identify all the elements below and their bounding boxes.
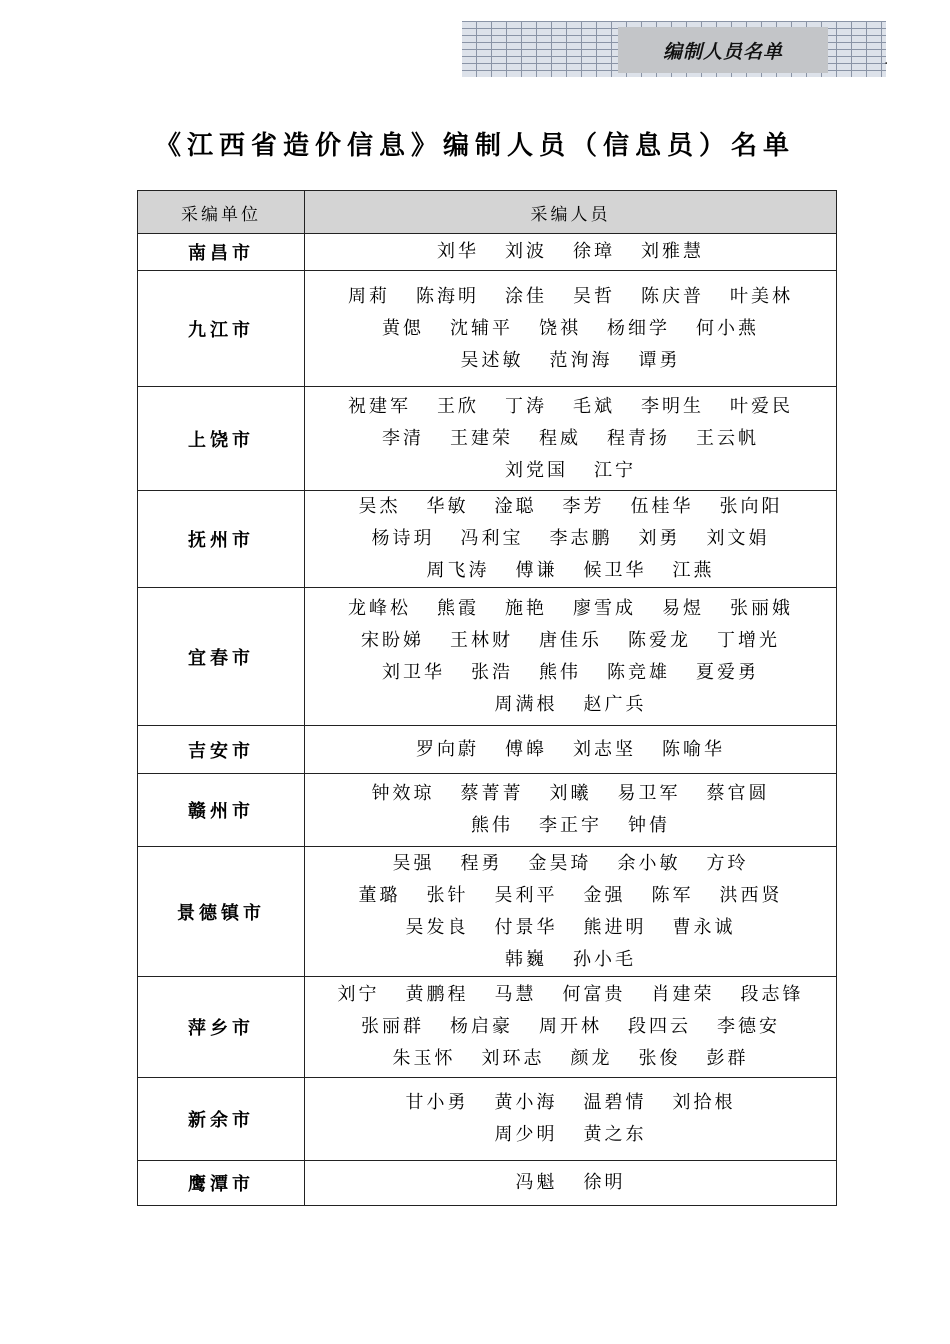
staff-name: 黄鹏程 [405, 984, 469, 1005]
staff-name: 周少明 [494, 1124, 558, 1145]
staff-line [305, 455, 836, 487]
staff-name: 彭群 [706, 1048, 749, 1069]
staff-name: 廖雪成 [573, 597, 636, 619]
staff-line [305, 391, 836, 423]
staff-line [305, 1087, 836, 1119]
staff-name: 周满根 [494, 693, 558, 715]
table-row [138, 234, 837, 271]
staff-line [305, 1167, 836, 1199]
staff-name: 金昊琦 [528, 852, 592, 874]
staff-name: 钟效琼 [371, 783, 435, 804]
staff-name: 熊霞 [437, 597, 479, 619]
unit-cell: 抚州市 [138, 491, 305, 588]
staff-line [305, 625, 836, 657]
staff-name: 叶爱民 [730, 395, 793, 417]
staff-name: 王云帆 [696, 427, 759, 449]
staff-name: 刘波 [505, 241, 547, 262]
staff-name: 杨细学 [607, 317, 670, 339]
staff-name: 方玲 [706, 852, 749, 874]
staff-name: 叶美林 [730, 285, 793, 307]
staff-name: 江宁 [594, 459, 636, 481]
staff-line [305, 979, 836, 1011]
staff-name: 孙小毛 [573, 948, 636, 970]
staff-cell [305, 1161, 837, 1206]
staff-name: 傅谦 [515, 560, 558, 581]
unit-cell: 鹰潭市 [138, 1161, 305, 1206]
unit-cell: 南昌市 [138, 234, 305, 271]
staff-name: 饶祺 [539, 317, 581, 339]
staff-name: 马慧 [494, 984, 537, 1005]
table-row [138, 977, 837, 1078]
staff-line [305, 778, 836, 810]
staff-name: 吴利平 [494, 884, 558, 906]
staff-name: 徐明 [583, 1172, 626, 1193]
staff-cell [305, 1078, 837, 1161]
unit-cell: 新余市 [138, 1078, 305, 1161]
column-header-unit: 采编单位 [138, 191, 305, 234]
staff-name: 温碧情 [583, 1092, 647, 1113]
staff-line [305, 944, 836, 976]
staff-name: 周莉 [348, 285, 390, 307]
staff-line [305, 236, 836, 268]
staff-cell [305, 977, 837, 1078]
staff-name: 周开林 [539, 1016, 602, 1037]
staff-cell [305, 387, 837, 491]
staff-name: 董璐 [358, 884, 401, 906]
staff-name: 陈海明 [416, 285, 479, 307]
staff-name: 王欣 [437, 395, 479, 417]
staff-cell [305, 774, 837, 847]
staff-name: 杨启豪 [450, 1016, 513, 1037]
staff-line [305, 555, 836, 587]
staff-name: 刘文娟 [706, 528, 770, 549]
staff-name: 张丽群 [361, 1016, 424, 1037]
staff-line [305, 423, 836, 455]
staff-name: 祝建军 [348, 395, 411, 417]
staff-name: 颜龙 [570, 1048, 613, 1069]
staff-name: 刘党国 [505, 459, 568, 481]
staff-name: 冯魁 [515, 1172, 558, 1193]
staff-name: 刘雅慧 [641, 241, 704, 262]
staff-line [305, 345, 836, 377]
staff-name: 李德安 [717, 1016, 780, 1037]
staff-line [305, 810, 836, 842]
staff-cell [305, 271, 837, 387]
document-title: 《江西省造价信息》编制人员（信息员）名单 [154, 131, 795, 161]
staff-name: 余小敏 [617, 852, 681, 874]
staff-name: 施艳 [505, 597, 547, 619]
staff-name: 吴强 [392, 852, 435, 874]
staff-name: 涂佳 [505, 285, 547, 307]
unit-cell: 吉安市 [138, 726, 305, 774]
table-row [138, 726, 837, 774]
table-body [138, 234, 837, 1206]
staff-name: 陈竞雄 [607, 661, 670, 683]
staff-name: 陈喻华 [662, 738, 725, 760]
staff-cell [305, 847, 837, 977]
staff-name: 韩巍 [505, 948, 547, 970]
staff-name: 刘志坚 [573, 738, 636, 760]
staff-name: 吴哲 [573, 285, 615, 307]
staff-name: 江燕 [672, 560, 715, 581]
staff-name: 宋盼娣 [361, 629, 424, 651]
staff-name: 毛斌 [573, 395, 615, 417]
staff-name: 程青扬 [607, 427, 670, 449]
staff-name: 付景华 [494, 916, 558, 938]
staff-line [305, 1011, 836, 1043]
table-row [138, 774, 837, 847]
staff-name: 李清 [382, 427, 424, 449]
staff-name: 蔡菁菁 [460, 783, 524, 804]
staff-line [305, 848, 836, 880]
unit-cell: 九江市 [138, 271, 305, 387]
staff-name: 李正宇 [539, 815, 602, 836]
staff-name: 沈辅平 [450, 317, 513, 339]
staff-name: 刘宁 [337, 984, 380, 1005]
staff-name: 傅皞 [505, 738, 547, 760]
staff-name: 周飞涛 [426, 560, 490, 581]
staff-name: 何富贵 [562, 984, 626, 1005]
staff-name: 李芳 [562, 496, 605, 517]
staff-name: 熊进明 [583, 916, 647, 938]
staff-line [305, 880, 836, 912]
staff-name: 丁涛 [505, 395, 547, 417]
staff-name: 李志鹏 [549, 528, 613, 549]
staff-cell [305, 234, 837, 271]
staff-name: 徐璋 [573, 241, 615, 262]
staff-name: 刘华 [437, 241, 479, 262]
table-row [138, 271, 837, 387]
staff-cell [305, 726, 837, 774]
staff-line [305, 1043, 836, 1075]
staff-name: 熊伟 [539, 661, 581, 683]
staff-cell [305, 491, 837, 588]
staff-line [305, 593, 836, 625]
staff-name: 蔡官圆 [706, 783, 770, 804]
table-header-row [138, 191, 837, 234]
staff-name: 黄小海 [494, 1092, 558, 1113]
staff-name: 夏爱勇 [696, 661, 759, 683]
staff-name: 冯利宝 [460, 528, 524, 549]
table-row [138, 847, 837, 977]
section-label: 编制人员名单 [618, 27, 828, 73]
staff-name: 易卫军 [617, 783, 681, 804]
staff-name: 张丽娥 [730, 597, 793, 619]
table-row [138, 588, 837, 726]
staff-name: 刘拾根 [672, 1092, 736, 1113]
staff-name: 金强 [583, 884, 626, 906]
table-row [138, 1078, 837, 1161]
staff-name: 伍桂华 [630, 496, 694, 517]
staff-name: 甘小勇 [405, 1092, 469, 1113]
staff-name: 刘环志 [481, 1048, 545, 1069]
staff-name: 黄之东 [583, 1124, 647, 1145]
staff-line [305, 912, 836, 944]
unit-cell: 宜春市 [138, 588, 305, 726]
staff-name: 段四云 [628, 1016, 691, 1037]
staff-line [305, 281, 836, 313]
staff-name: 曹永诚 [672, 916, 736, 938]
staff-name: 朱玉怀 [392, 1048, 456, 1069]
staff-name: 王建荣 [450, 427, 513, 449]
staff-name: 刘勇 [638, 528, 681, 549]
staff-name: 易煜 [662, 597, 704, 619]
unit-cell: 景德镇市 [138, 847, 305, 977]
staff-name: 黄偲 [382, 317, 424, 339]
staff-name: 熊伟 [471, 815, 513, 836]
staff-name: 华敏 [426, 496, 469, 517]
staff-name: 谭勇 [638, 349, 681, 371]
staff-name: 吴发良 [405, 916, 469, 938]
staff-name: 何小燕 [696, 317, 759, 339]
staff-name: 刘卫华 [382, 661, 445, 683]
staff-name: 李明生 [641, 395, 704, 417]
unit-cell: 上饶市 [138, 387, 305, 491]
corner-mark: . [884, 52, 889, 68]
staff-name: 陈军 [651, 884, 694, 906]
staff-name: 陈爱龙 [628, 629, 691, 651]
staff-name: 龙峰松 [348, 597, 411, 619]
staff-name: 刘曦 [549, 783, 592, 804]
staff-name: 段志锋 [740, 984, 804, 1005]
staff-name: 罗向蔚 [416, 738, 479, 760]
staff-name: 丁增光 [717, 629, 780, 651]
staff-cell [305, 588, 837, 726]
staff-name: 张俊 [638, 1048, 681, 1069]
unit-cell: 赣州市 [138, 774, 305, 847]
staff-name: 程威 [539, 427, 581, 449]
staff-roster-table [137, 190, 837, 1206]
staff-name: 王林财 [450, 629, 513, 651]
staff-name: 肖建荣 [651, 984, 715, 1005]
unit-cell: 萍乡市 [138, 977, 305, 1078]
staff-line [305, 491, 836, 523]
table-row [138, 491, 837, 588]
staff-name: 钟倩 [628, 815, 670, 836]
staff-name: 赵广兵 [583, 693, 647, 715]
staff-line [305, 657, 836, 689]
staff-name: 吴杰 [358, 496, 401, 517]
staff-name: 范洵海 [549, 349, 613, 371]
staff-line [305, 313, 836, 345]
staff-name: 候卫华 [583, 560, 647, 581]
staff-name: 唐佳乐 [539, 629, 602, 651]
staff-name: 张浩 [471, 661, 513, 683]
staff-name: 张针 [426, 884, 469, 906]
staff-name: 程勇 [460, 852, 503, 874]
staff-line [305, 689, 836, 721]
staff-name: 陈庆普 [641, 285, 704, 307]
staff-name: 杨诗玥 [371, 528, 435, 549]
staff-name: 张向阳 [719, 496, 783, 517]
table-row [138, 387, 837, 491]
staff-name: 洪西贤 [719, 884, 783, 906]
table-row [138, 1161, 837, 1206]
staff-line [305, 1119, 836, 1151]
staff-name: 淦聪 [494, 496, 537, 517]
staff-name: 吴述敏 [460, 349, 524, 371]
staff-line [305, 734, 836, 766]
column-header-staff: 采编人员 [305, 191, 837, 234]
staff-line [305, 523, 836, 555]
